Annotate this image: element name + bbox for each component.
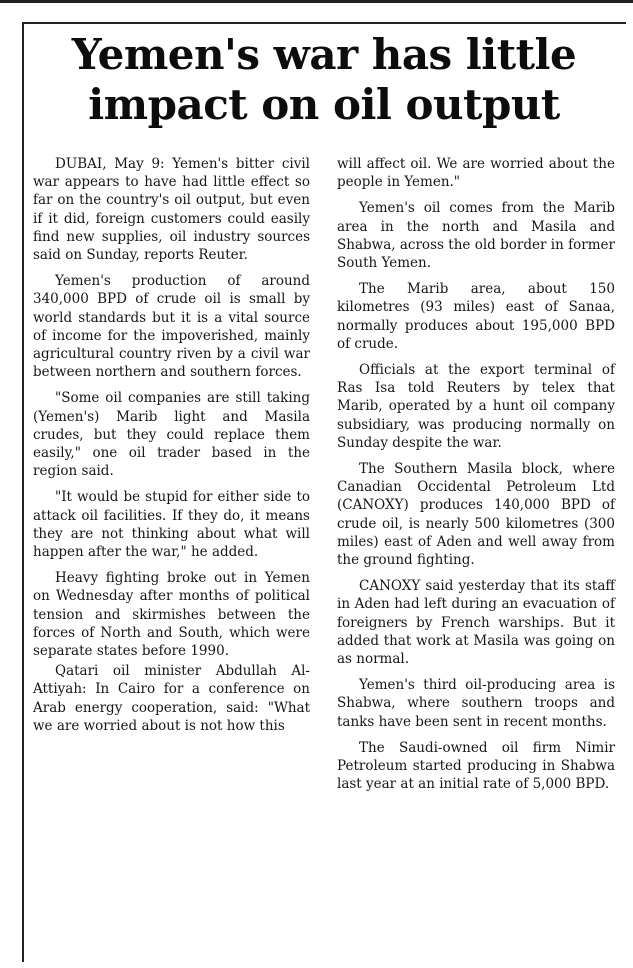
paragraph: will affect oil. We are worried about the people in Yemen." xyxy=(337,156,615,191)
paragraph: Officials at the export terminal of Ras Isa told Reuters by telex that Marib, operated by a hunt oil company subsidiary, was producing normally on Sunday despite the war. xyxy=(337,362,615,451)
headline-line-2: impact on oil output xyxy=(88,80,560,129)
left-column xyxy=(33,155,310,743)
headline-line-1: Yemen's war has little xyxy=(71,30,577,79)
paragraph: Yemen's third oil-producing area is Shabwa, where southern troops and tanks have been sent in recent months. xyxy=(337,677,615,730)
paragraph: Yemen's production of around 340,000 BPD of crude oil is small by world standards but it is a vital source of income for the impoverished, mainly agricultural country riven by a civil war between northern and southern forces. xyxy=(33,273,310,381)
paragraph: Yemen's oil comes from the Marib area in the north and Masila and Shabwa, across the old border in former South Yemen. xyxy=(337,200,615,272)
paragraph: The Saudi-owned oil firm Nimir Petroleum started producing in Shabwa last year at an initial rate of 5,000 BPD. xyxy=(337,739,615,793)
paragraph: "It would be stupid for either side to attack oil facilities. If they do, it means they are not thinking about what will happen after the war," he added. xyxy=(33,489,310,561)
paragraph: The Southern Masila block, where Canadian Occidental Petroleum Ltd (CANOXY) produces 140,000 BPD of crude oil, is nearly 500 kilometres (300 miles) east of Aden and well away from the ground fighting. xyxy=(337,461,615,569)
paragraph: CANOXY said yesterday that its staff in Aden had left during an evacuation of foreigners by French warships. But it added that work at Masila was going on as normal. xyxy=(337,578,615,668)
right-column xyxy=(337,155,615,802)
paragraph: Heavy fighting broke out in Yemen on Wednesday after months of political tension and skirmishes between the forces of North and South, which were separate states before 1990. xyxy=(33,570,310,660)
top-rule xyxy=(0,0,633,3)
paragraph: Qatari oil minister Abdullah Al-Attiyah: In Cairo for a conference on Arab energy cooperation, said: "What we are worried about is not how this xyxy=(33,663,310,734)
paragraph: The Marib area, about 150 kilometres (93 miles) east of Sanaa, normally produces about 195,000 BPD of crude. xyxy=(337,281,615,352)
paragraph: DUBAI, May 9: Yemen's bitter civil war appears to have had little effect so far on the country's oil output, but even if it did, foreign customers could easily find new supplies, oil industry sources said on Sunday, reports Reuter. xyxy=(33,156,310,264)
headline xyxy=(24,30,624,130)
paragraph: "Some oil companies are still taking (Yemen's) Marib light and Masila crudes, but they could replace them easily," one oil trader based in the region said. xyxy=(33,390,310,480)
